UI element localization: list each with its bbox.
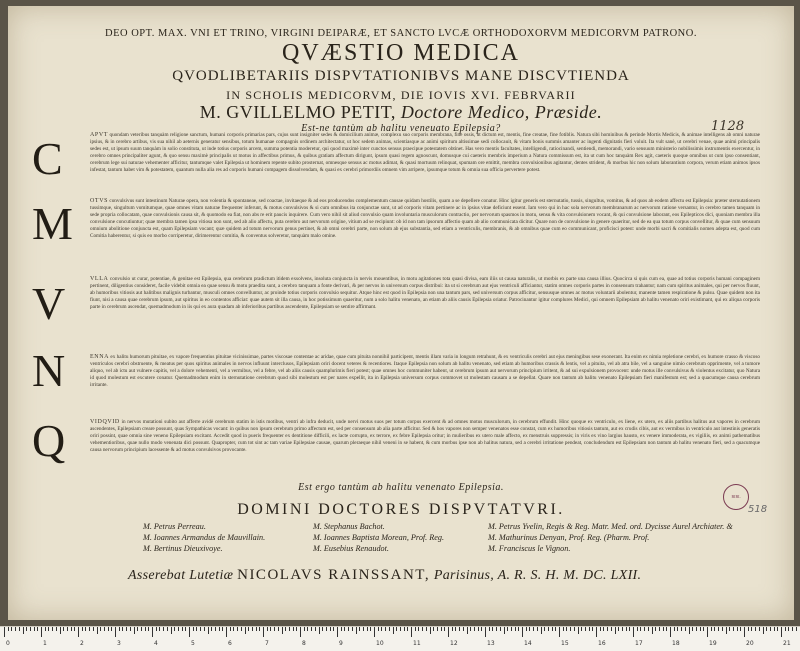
ruler-minor-tick: [585, 627, 586, 631]
section-penna: [90, 354, 760, 418]
section-quidquid: [90, 419, 760, 483]
section-text: convulsio ut curar, potentiae, & genitae est Epilepsia, qua cerebrum pradictum itidem exsolvens, insoluta conjuncta in nervis mouentibus, in motu agitationes tota quasi divisa, eam iliis ut causa naturalis, ut morbis ex parte una causa illius. Quocirca si quis cum ea, quae ad totius corporis humani compaginem pertinent, diligentius consideret, facile videbit omnia ea quae sensu & motu praedita sunt, a cerebro tanquam a fonte derivari, & per nervos in universum corpus distribui: ita ut si cerebrum aut ejus ventriculi afficiantur, statim omnes corporis partes in consensum trahantur; nam cum spiritus animales, qui per nervos fluunt, ab humoribus vitiosis aut halitibus malignis turbantur, musculi omnes convelluntur, ac proinde totius corporis convulsio sequitur. Atque hinc est quod in Epilepsia non una tantum pars, sed universum corpus afficitur, sensusque omnes ac motus voluntarii abolentur, manente tamen respiratione & pulsu. Quae quidem non ita fiunt, nisi a causa quae cerebrum ipsum, aut spiritus in eo contentos afficiat: quae autem sit illa causa, in hoc potissimum quaeritur, num a solo halitu venenato, an etiam ab aliis causis Epilepsia oriatur. Patrocinantur igitur complures Medici, qui omnem Epilepsiam ab halitu venenato oriri existimant, qui ex aliqua corporis parte in cerebrum ascendat, quemadmodum in iis qui ex aura quadam ab inferioribus partibus ascendente, Epilepsiam se sentire affirmant.: [90, 276, 760, 311]
ruler-minor-tick: [356, 627, 357, 634]
ruler-minor-tick: [85, 627, 86, 631]
ruler-major-tick: [707, 627, 708, 637]
ruler-minor-tick: [26, 627, 27, 631]
ruler-minor-tick: [433, 627, 434, 631]
ruler-minor-tick: [755, 627, 756, 631]
ruler-minor-tick: [30, 627, 31, 631]
ruler-major-tick: [263, 627, 264, 637]
ruler-minor-tick: [541, 627, 542, 634]
ruler-minor-tick: [533, 627, 534, 631]
ruler-minor-tick: [437, 627, 438, 631]
initial-letter-v: V: [32, 278, 66, 329]
ruler-minor-tick: [82, 627, 83, 631]
conclusion: Est ergo tantùm ab halitu venenato Epilepsia.: [298, 482, 504, 493]
ruler-minor-tick: [122, 627, 123, 631]
ruler-minor-tick: [507, 627, 508, 631]
page-number: 1128: [711, 119, 745, 134]
ruler-minor-tick: [89, 627, 90, 631]
section-text: ex halitu humorum pituitae, ex vapore frequentius pituitae vicinissimae, partes viscosae contentae ac aridae, quae cum pituita nonnihil participent, mentis illam varia in longum retrahunt, & ex ventriculis cerebri aut ejus meningibus sese exonerant. Ita enim ex nimia repletione cerebri, ex humore crasso & viscoso ventriculos cerebri obstruente, & meatus per quos spiritus animales in nervos influunt interclusos, Epilepsiam oriri docent veteres & recentiores. Itaque Epilepsia non solum ab halitu venenato, sed etiam ab humoribus crassis & lentis, vel a pituita, vel ab atra bile, vel a sanguine nimio cerebrum opprimente, vel a tumore aliquo, vel ab ictu aut vulnere capitis, vel a dolore vehementi, vel a vermibus, vel a febre, vel ab aliis causis quamplurimis fieri potest; quae omnes hoc communiter habent, ut cerebrum ipsum aut nervorum principium irritent, & ad sui expulsionem provocent: unde motus ille convulsivus & violentus excitatur, quo Natura id quod molestum est excutere conatur. Quemadmodum enim in sternutatione cerebrum quod sibi molestum est per nares expellit, ita in Epilepsia universum corpus commovet ut molestam causam a se depellat. Quare non tantum ab halitu venenato Epilepsiam fieri manifestum est; sed a quacumque causa cerebrum irritante.: [90, 354, 760, 389]
ruler-minor-tick: [389, 627, 390, 631]
ruler-minor-tick: [607, 627, 608, 631]
section-lead: ENNA: [90, 354, 110, 360]
ruler-minor-tick: [333, 627, 334, 631]
ruler-minor-tick: [148, 627, 149, 631]
ruler-minor-tick: [8, 627, 9, 631]
initial-letter-q: Q: [32, 415, 66, 466]
ruler-minor-tick: [718, 627, 719, 631]
ruler-minor-tick: [711, 627, 712, 631]
section-text: quondam veteribus tanquàm religione sanctum, humani corporis primarias pars, cujus sunt insigniter sedes & domicilium animæ, complexu suo corporis membrana, fine ossis, ut dictum est, mentis, fine creatae, fine fotiblis. Natura sibi hominibus & perinde Mortis Medicis, & animae intelligens ab omni naturae ipsius, & in cerebro artibus, vis sua nihil ab aeternis generatur sensibus, totum humanae compagnis ordinem architectatur, ut hoc sedem animas, scientiasque ac animi spiritum altissimae sedi collocauit, & vitam bonis summis amanter ac ingenti dignitatis fieri voluit. Ita vult sanè, ut cerebri venae, quae animi principalis sedes est, ut ipsum suum tanquàm in solio constituta, ut inde totius corporis arcem, summa potentia moderetur, qui quod maximè inter cunctos sensus praecipue potestatem obtinet. Has vero mentis facultates, intelligendi, ratiocinandi, sentiendi, memorandi, vario sensuum ministerio nobilissimis instrumentis exercentur, in cerebro omnes principaliter agunt, & quo sensu maximè principalis ut motus in affectibus primus, & quibus gratiam affectum dirigunt, ipsum quasi regem agnoscunt, domusque cui caeteris membris imperium a Natura commissum est, ita ut cum hoc tanquàm Rex agit, caeteris quoque omnibus ut cum ipso consentiant, cerebrum lege sui naturae vehementer afficitur, tantumque valet Epilepsia ut hominem repente subito prosternat, omnesque sensus ac motus adimat, & quasi mortuum relinquat, spumam ore emittit, membra convulsionibus agitantur, dentes strident, & morbus hic non solum laborantium corpora, verum etiam animos ipsos infestat, tantum habet vim & potestatem, quantum nulla alia res ad corporis humani compagem dissolvendam, & quasi ex cerebri primordiis omnem vim arripere, ipsumque totum & omnia sua officia pervertere potest.: [90, 132, 760, 174]
ruler-minor-tick: [248, 627, 249, 631]
ruler-minor-tick: [426, 627, 427, 631]
ruler-minor-tick: [548, 627, 549, 631]
ruler-minor-tick: [159, 627, 160, 631]
ruler-minor-tick: [655, 627, 656, 631]
ruler-minor-tick: [211, 627, 212, 631]
ruler-minor-tick: [241, 627, 242, 631]
ruler-minor-tick: [552, 627, 553, 631]
ruler-minor-tick: [104, 627, 105, 631]
ruler-minor-tick: [34, 627, 35, 631]
ruler-minor-tick: [196, 627, 197, 631]
ruler-minor-tick: [622, 627, 623, 631]
ruler-minor-tick: [555, 627, 556, 631]
ruler-minor-tick: [381, 627, 382, 631]
ruler-minor-tick: [137, 627, 138, 631]
imprint-name: NICOLAVS RAINSSANT,: [237, 567, 431, 583]
ruler-minor-tick: [733, 627, 734, 631]
ruler-minor-tick: [219, 627, 220, 631]
ruler-minor-tick: [407, 627, 408, 631]
ruler-minor-tick: [737, 627, 738, 631]
ruler-minor-tick: [674, 627, 675, 631]
shelf-mark: 518: [748, 504, 768, 515]
ruler-minor-tick: [578, 627, 579, 634]
ruler-tick-label: 18: [672, 640, 680, 647]
ruler-minor-tick: [563, 627, 564, 631]
ruler-minor-tick: [452, 627, 453, 631]
ruler-minor-tick: [119, 627, 120, 631]
scale-ruler: [0, 626, 800, 651]
ruler-minor-tick: [156, 627, 157, 631]
doctor-name: M. Stephanus Bachot.: [313, 522, 385, 531]
ruler-minor-tick: [666, 627, 667, 631]
ruler-tick-label: 21: [783, 640, 791, 647]
ruler-minor-tick: [404, 627, 405, 631]
ruler-major-tick: [152, 627, 153, 637]
section-lead: OTVS: [90, 198, 109, 204]
ruler-minor-tick: [252, 627, 253, 631]
ruler-minor-tick: [48, 627, 49, 631]
ruler-tick-label: 16: [598, 640, 606, 647]
ruler-tick-label: 10: [376, 640, 384, 647]
imprint-line: [128, 567, 641, 584]
doctor-name: M. Mathurinus Denyan, Prof. Reg. (Pharm. Prof.: [488, 533, 650, 542]
ruler-minor-tick: [444, 627, 445, 631]
ruler-minor-tick: [56, 627, 57, 631]
ruler-minor-tick: [637, 627, 638, 631]
ruler-tick-label: 5: [191, 640, 195, 647]
ruler-tick-label: 4: [154, 640, 158, 647]
library-stamp: BIBL: [723, 484, 749, 510]
doctor-name: M. Bertinus Dieuxivoye.: [143, 544, 223, 553]
ruler-minor-tick: [422, 627, 423, 631]
section-caput: [90, 132, 760, 196]
ruler-tick-label: 2: [80, 640, 84, 647]
ruler-minor-tick: [97, 627, 98, 634]
ruler-minor-tick: [692, 627, 693, 631]
school-line: IN SCHOLIS MEDICORVM, DIE IOVIS XVI. FEBRVARII: [226, 88, 576, 102]
ruler-minor-tick: [581, 627, 582, 631]
section-motus: [90, 198, 760, 276]
ruler-minor-tick: [63, 627, 64, 631]
ruler-minor-tick: [344, 627, 345, 631]
section-lead: APVT: [90, 132, 109, 138]
ruler-minor-tick: [270, 627, 271, 631]
ruler-minor-tick: [307, 627, 308, 631]
ruler-minor-tick: [37, 627, 38, 631]
ruler-minor-tick: [759, 627, 760, 631]
ruler-major-tick: [226, 627, 227, 637]
section-text: convulsivus sunt intestinum Naturae opera, non volentia & spontaneae, sed coactae, invitaeque & ad eos producendos complementum causae quidam hostilis, quam a se depellere conatur. Hinc igitur generis est sternutatio, tussis, singultus, vomitus, & ad quos ab eodem affectu est Epilepsia: præter sternutationem tussimque, singultum vomitumque, quae omnes vitam naturae frequenter inferunt, & motus convulsivos & si cum omnibus ita conjunctae sunt, ut ad corporis vitam pertinere ac in ipsius vitae deficiunt essent. Iam vero qui in hac sola nervorum membranarum ac nervorum ratione versantur, in cerebro tamen tanquam in sede propria collocatam, quae convulsionis causa sit, & quomodo ea fiat, non abs re erit paucis inquirere. Cum vero nihil sit aliud convulsio quam involuntaria musculorum contractio, per nervorum spasmos in motu, sensu & vita convulsionem vocant, & qui convulsione laborant, eos Epilepticos dici, quoniam membra illa convulsione concutiuntur; quae membra tamen ipsa vitiosa non sunt, sed ab alio affectu, puta cerebro aut nervorum origine, vitium ad se recipiunt: ob id non tam ipsorum affectio quam ab alio communicata dicitur. Quare non de convulsione in genere quaeritur, sed de ea qua totum corpus convellitur, & quae cum sensuum omnium abolitione conjuncta est, quam Epilepsiam vocant; quæ quidem ad totum nervorum genus pertinet, & ab omni cerebri parte, non solum ab ejus substantia, sed etiam a ventriculis, membranis, & ab omnibus quae cum eo communicant, proficisci potest: unde morbi sacri & comitialis nomen adepta est, quod cum Comitia haberentur, si quis eo morbo corriperetur, dirimerentur comitia, & conventus solveretur, tanquàm malo omine.: [90, 198, 760, 240]
ruler-major-tick: [78, 627, 79, 637]
ruler-tick-label: 11: [413, 640, 421, 647]
ruler-minor-tick: [393, 627, 394, 634]
ruler-minor-tick: [515, 627, 516, 631]
ruler-tick-label: 19: [709, 640, 717, 647]
ruler-minor-tick: [208, 627, 209, 634]
ruler-minor-tick: [385, 627, 386, 631]
ruler-minor-tick: [74, 627, 75, 631]
ruler-minor-tick: [659, 627, 660, 631]
ruler-minor-tick: [315, 627, 316, 631]
ruler-tick-label: 13: [487, 640, 495, 647]
ruler-major-tick: [189, 627, 190, 637]
doctor-name: M. Petrus Yvelin, Regis & Reg. Matr. Med. ord. Dycisse Aurel Archiater. &: [488, 522, 733, 531]
ruler-minor-tick: [726, 627, 727, 634]
section-lead: VLLA: [90, 276, 109, 282]
ruler-minor-tick: [489, 627, 490, 631]
ruler-minor-tick: [19, 627, 20, 631]
ruler-minor-tick: [230, 627, 231, 631]
ruler-major-tick: [633, 627, 634, 637]
ruler-minor-tick: [60, 627, 61, 634]
ruler-minor-tick: [71, 627, 72, 631]
ruler-minor-tick: [681, 627, 682, 631]
ruler-minor-tick: [100, 627, 101, 631]
ruler-minor-tick: [455, 627, 456, 631]
section-nulla: [90, 276, 760, 354]
ruler-minor-tick: [233, 627, 234, 631]
ruler-minor-tick: [700, 627, 701, 631]
ruler-minor-tick: [311, 627, 312, 631]
doctor-name: M. Eusebius Renaudot.: [313, 544, 389, 553]
ruler-minor-tick: [478, 627, 479, 631]
ruler-tick-label: 15: [561, 640, 569, 647]
initial-letter-m: M: [32, 198, 73, 249]
president-name: M. GVILLELMO PETIT,: [199, 102, 396, 122]
ruler-major-tick: [337, 627, 338, 637]
ruler-minor-tick: [474, 627, 475, 631]
ruler-minor-tick: [722, 627, 723, 631]
ruler-minor-tick: [293, 627, 294, 631]
ruler-minor-tick: [600, 627, 601, 631]
ruler-minor-tick: [685, 627, 686, 631]
ruler-minor-tick: [330, 627, 331, 631]
president-line: [8, 102, 794, 123]
ruler-minor-tick: [67, 627, 68, 631]
ruler-minor-tick: [589, 627, 590, 631]
ruler-minor-tick: [256, 627, 257, 631]
ruler-minor-tick: [748, 627, 749, 631]
ruler-minor-tick: [93, 627, 94, 631]
ruler-tick-label: 8: [302, 640, 306, 647]
ruler-minor-tick: [341, 627, 342, 631]
ruler-minor-tick: [626, 627, 627, 631]
ruler-minor-tick: [570, 627, 571, 631]
doctor-name: M. Franciscus le Vignon.: [488, 544, 571, 553]
ruler-tick-label: 14: [524, 640, 532, 647]
ruler-minor-tick: [777, 627, 778, 631]
ruler-minor-tick: [537, 627, 538, 631]
ruler-minor-tick: [145, 627, 146, 631]
ruler-minor-tick: [703, 627, 704, 631]
doctor-name: M. Ioannes Baptista Morean, Prof. Reg.: [313, 533, 445, 542]
document-page: [8, 6, 794, 620]
ruler-minor-tick: [267, 627, 268, 631]
ruler-minor-tick: [167, 627, 168, 631]
ruler-minor-tick: [751, 627, 752, 631]
ruler-minor-tick: [544, 627, 545, 631]
ruler-minor-tick: [185, 627, 186, 631]
ruler-minor-tick: [500, 627, 501, 631]
ruler-minor-tick: [677, 627, 678, 631]
ruler-minor-tick: [740, 627, 741, 631]
ruler-minor-tick: [370, 627, 371, 631]
ruler-minor-tick: [274, 627, 275, 631]
ruler-tick-label: 3: [117, 640, 121, 647]
president-suffix: Doctore Medico, Præside.: [395, 102, 603, 122]
ruler-minor-tick: [770, 627, 771, 631]
ruler-minor-tick: [766, 627, 767, 631]
ruler-minor-tick: [611, 627, 612, 631]
ruler-minor-tick: [640, 627, 641, 631]
ruler-major-tick: [781, 627, 782, 637]
ruler-minor-tick: [130, 627, 131, 631]
doctors-title: DOMINI DOCTORES DISPVTATVRI.: [237, 501, 565, 518]
ruler-tick-label: 7: [265, 640, 269, 647]
doctors-list: [143, 521, 743, 554]
ruler-major-tick: [411, 627, 412, 637]
ruler-minor-tick: [415, 627, 416, 631]
ruler-major-tick: [41, 627, 42, 637]
ruler-minor-tick: [285, 627, 286, 631]
ruler-minor-tick: [363, 627, 364, 631]
ruler-minor-tick: [518, 627, 519, 631]
ruler-minor-tick: [526, 627, 527, 631]
ruler-minor-tick: [245, 627, 246, 634]
ruler-minor-tick: [178, 627, 179, 631]
ruler-minor-tick: [348, 627, 349, 631]
ruler-minor-tick: [108, 627, 109, 631]
ruler-minor-tick: [663, 627, 664, 631]
dedication: DEO OPT. MAX. VNI ET TRINO, VIRGINI DEIPARÆ, ET SANCTO LVCÆ ORTHODOXORVM MEDICORVM PATRONO.: [105, 28, 697, 39]
imprint-suffix: Parisinus, A. R. S. H. M. DC. LXII.: [430, 568, 642, 583]
ruler-minor-tick: [111, 627, 112, 631]
ruler-minor-tick: [174, 627, 175, 631]
ruler-tick-label: 1: [43, 640, 47, 647]
ruler-minor-tick: [592, 627, 593, 631]
ruler-minor-tick: [648, 627, 649, 631]
doctor-name: M. Petrus Perreau.: [143, 522, 206, 531]
ruler-minor-tick: [441, 627, 442, 631]
ruler-minor-tick: [141, 627, 142, 631]
ruler-minor-tick: [378, 627, 379, 631]
ruler-minor-tick: [418, 627, 419, 631]
ruler-minor-tick: [400, 627, 401, 631]
ruler-minor-tick: [763, 627, 764, 634]
ruler-minor-tick: [15, 627, 16, 631]
ruler-minor-tick: [470, 627, 471, 631]
ruler-tick-label: 6: [228, 640, 232, 647]
ruler-minor-tick: [200, 627, 201, 631]
ruler-minor-tick: [618, 627, 619, 631]
ruler-minor-tick: [304, 627, 305, 631]
ruler-minor-tick: [11, 627, 12, 631]
ruler-minor-tick: [215, 627, 216, 631]
ruler-major-tick: [485, 627, 486, 637]
ruler-major-tick: [300, 627, 301, 637]
ruler-minor-tick: [134, 627, 135, 634]
ruler-minor-tick: [696, 627, 697, 631]
ruler-tick-label: 0: [6, 640, 10, 647]
ruler-minor-tick: [278, 627, 279, 631]
ruler-minor-tick: [193, 627, 194, 631]
ruler-major-tick: [4, 627, 5, 637]
ruler-minor-tick: [492, 627, 493, 631]
ruler-major-tick: [596, 627, 597, 637]
ruler-minor-tick: [319, 627, 320, 634]
ruler-major-tick: [559, 627, 560, 637]
ruler-minor-tick: [322, 627, 323, 631]
initial-letter-c: C: [32, 133, 63, 184]
ruler-minor-tick: [463, 627, 464, 631]
ruler-minor-tick: [163, 627, 164, 631]
ruler-minor-tick: [182, 627, 183, 631]
ruler-minor-tick: [652, 627, 653, 634]
ruler-minor-tick: [785, 627, 786, 631]
ruler-minor-tick: [629, 627, 630, 631]
ruler-minor-tick: [788, 627, 789, 631]
ruler-minor-tick: [237, 627, 238, 631]
ruler-tick-label: 17: [635, 640, 643, 647]
ruler-minor-tick: [644, 627, 645, 631]
ruler-minor-tick: [504, 627, 505, 634]
ruler-minor-tick: [204, 627, 205, 631]
ruler-minor-tick: [359, 627, 360, 631]
ruler-minor-tick: [367, 627, 368, 631]
ruler-minor-tick: [282, 627, 283, 634]
ruler-minor-tick: [496, 627, 497, 631]
ruler-minor-tick: [774, 627, 775, 631]
ruler-minor-tick: [396, 627, 397, 631]
ruler-major-tick: [670, 627, 671, 637]
imprint-prefix: Asserebat Lutetiæ: [128, 568, 238, 583]
ruler-minor-tick: [714, 627, 715, 631]
ruler-minor-tick: [574, 627, 575, 631]
ruler-minor-tick: [729, 627, 730, 631]
section-lead: VIDQVID: [90, 419, 120, 425]
ruler-minor-tick: [689, 627, 690, 634]
ruler-minor-tick: [529, 627, 530, 631]
ruler-minor-tick: [615, 627, 616, 634]
ruler-minor-tick: [326, 627, 327, 631]
ruler-minor-tick: [45, 627, 46, 631]
ruler-minor-tick: [126, 627, 127, 631]
ruler-minor-tick: [430, 627, 431, 634]
main-title: QVÆSTIO MEDICA: [282, 40, 520, 66]
ruler-minor-tick: [296, 627, 297, 631]
initial-letter-n: N: [32, 345, 66, 396]
ruler-minor-tick: [459, 627, 460, 631]
ruler-minor-tick: [796, 627, 797, 631]
ruler-tick-label: 12: [450, 640, 458, 647]
section-text: in nervos mutationi subito aut afferre avidè cerebrum statim in istis motibus, ventri ab infra deducit, unde nervi motus suos per totum corpus exercent & ad omnes motus musculorum, in cerebrum effundit. Hinc quoque ex ventriculo, ex liene, ex utero, ex aliis partibus halitus aut vapores in cerebrum ascendentes, Epilepsiam creare possunt, quas Sympathicas vocant: in quibus non ipsum cerebrum primo affectum est, sed per consensum ab alia parte afficitur. Sed & hos vapores non semper venenatos esse constat, cum ex humoribus vitiosis tantum, aut ex crudis cibis, aut ex vermibus in ventriculo aut intestinis generatis oriri possint, quae omnia sine veneno Epilepsiam excitant. Accedit quod in pueris frequenter ex dentitione difficili, ex lacte corrupto, ex terrore, ex febre Epilepsia oritur; in mulieribus ex utero male affecto, ex menstruis suppressis; in viris ex vino largius hausto, ex venere immoderata, ex vigiliis, ex animi pathematibus vehementioribus, quae nullo modo venenata dici possunt. Quapropter, cum tot sint ac tam variae Epilepsiae causae, quarum pleraeque nihil veneni in se habent, & cum morbus ipse non ab halitus natura, sed a cerebri irritatione pendeat, concludendum est Epilepsiam non tantum ab halitu venenato fieri, sed a quacumque causa nervorum principium lacessente & ad motus convulsivos provocante.: [90, 419, 760, 454]
ruler-minor-tick: [52, 627, 53, 631]
ruler-tick-label: 20: [746, 640, 754, 647]
ruler-major-tick: [115, 627, 116, 637]
ruler-minor-tick: [352, 627, 353, 631]
ruler-minor-tick: [792, 627, 793, 631]
ruler-major-tick: [374, 627, 375, 637]
ruler-major-tick: [522, 627, 523, 637]
doctor-name: M. Ioannes Armandus de Mauvillain.: [143, 533, 266, 542]
ruler-minor-tick: [467, 627, 468, 634]
ruler-minor-tick: [222, 627, 223, 631]
ruler-minor-tick: [481, 627, 482, 631]
ruler-tick-label: 9: [339, 640, 343, 647]
ruler-major-tick: [448, 627, 449, 637]
ruler-minor-tick: [259, 627, 260, 631]
subtitle: QVODLIBETARIIS DISPVTATIONIBVS MANE DISCVTIENDA: [172, 68, 630, 84]
ruler-minor-tick: [171, 627, 172, 634]
ruler-minor-tick: [23, 627, 24, 634]
ruler-minor-tick: [289, 627, 290, 631]
ruler-major-tick: [744, 627, 745, 637]
ruler-minor-tick: [566, 627, 567, 631]
ruler-minor-tick: [603, 627, 604, 631]
question: Est-ne tantùm ab halitu veneuato Epilepsia?: [301, 123, 501, 134]
ruler-minor-tick: [511, 627, 512, 631]
